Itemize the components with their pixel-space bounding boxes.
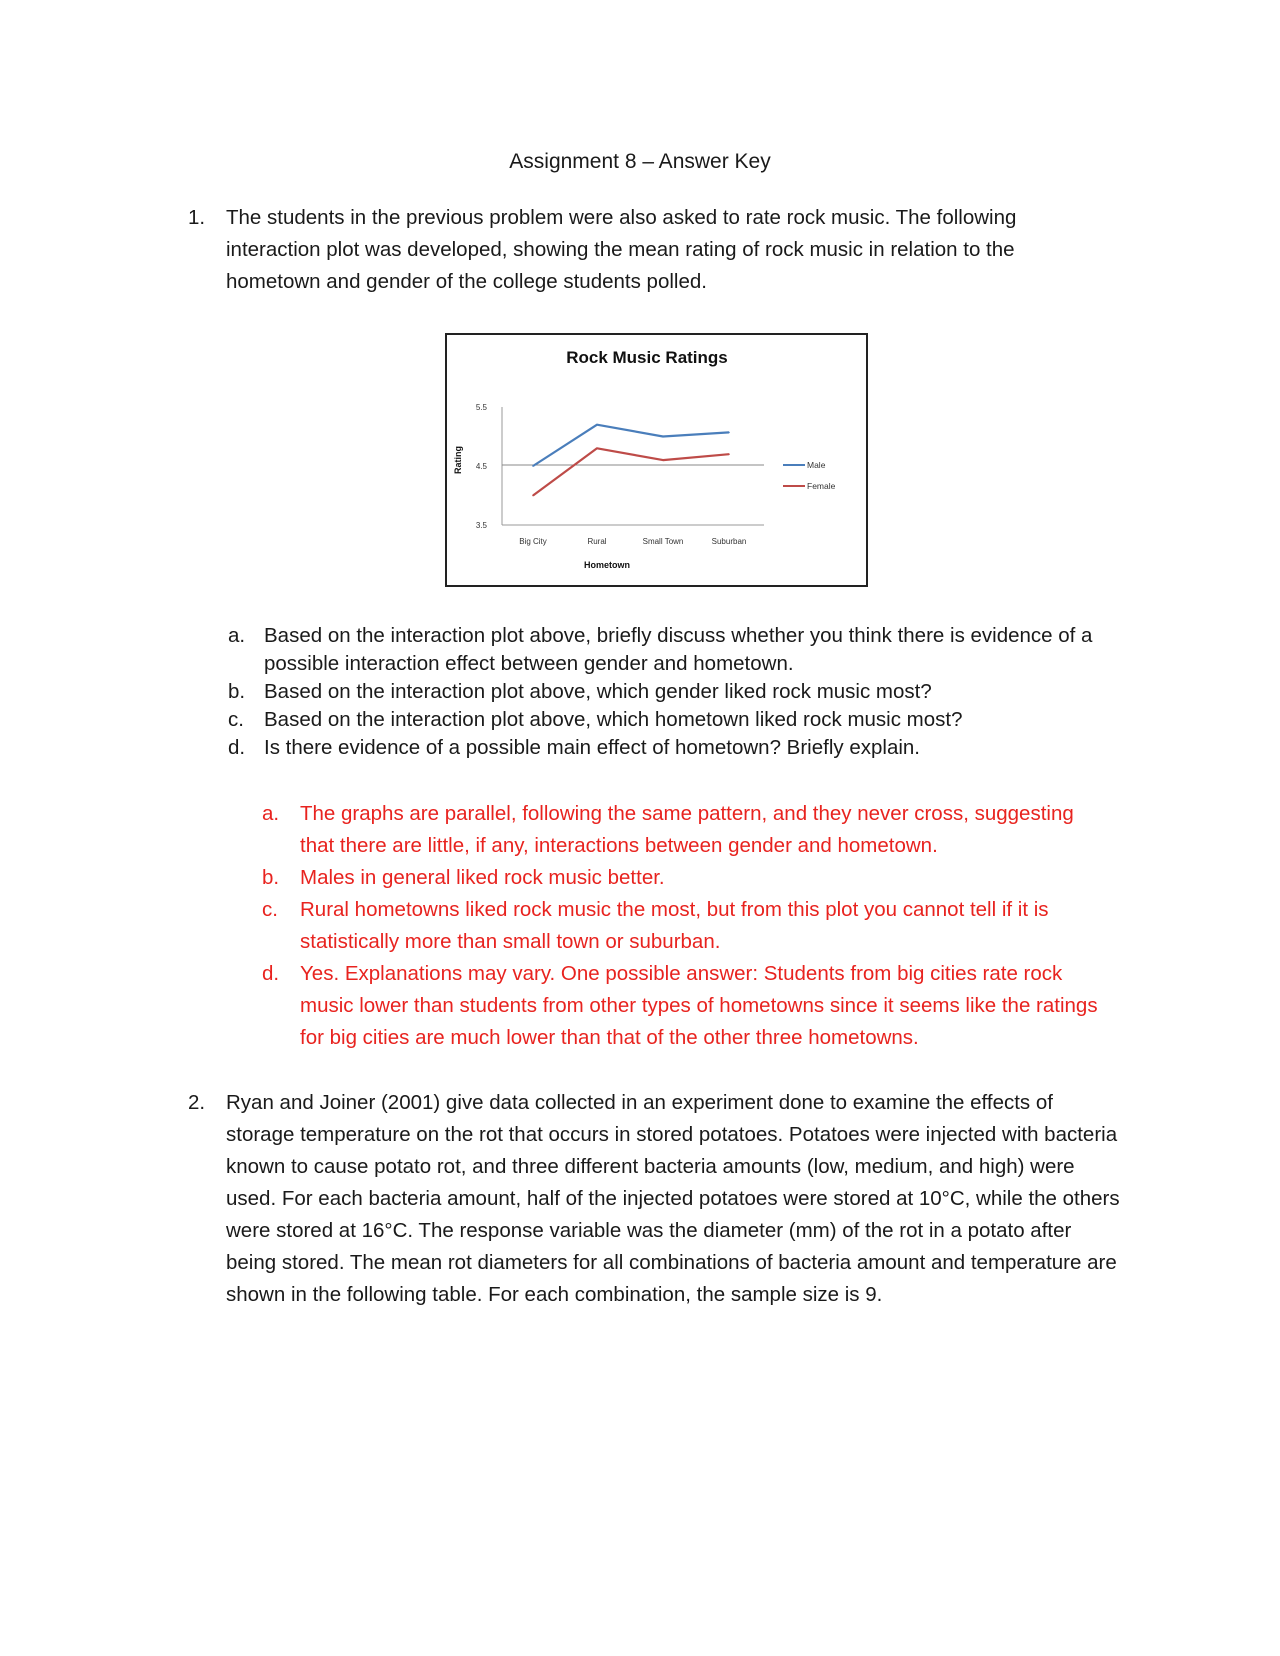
series-line-female xyxy=(533,448,729,495)
question-1-number: 1. xyxy=(188,206,206,229)
data-point-male xyxy=(728,432,730,434)
answer-a-text: The graphs are parallel, following the same pattern, and they never cross, suggesting that there are little, if any, interactions between gender and hometown. xyxy=(300,802,1074,857)
answer-a-label: a. xyxy=(262,802,280,825)
y-tick-label: 3.5 xyxy=(475,521,487,530)
answer-d-label: d. xyxy=(262,962,280,985)
answer-b-text: Males in general liked rock music better. xyxy=(300,866,665,889)
rock-music-chart xyxy=(445,333,868,587)
x-axis-label: Hometown xyxy=(584,560,630,570)
y-axis-label: Rating xyxy=(453,446,463,474)
question-a xyxy=(228,622,1128,678)
y-tick-label: 5.5 xyxy=(475,403,487,412)
data-point-female xyxy=(728,453,730,455)
chart-title: Rock Music Ratings xyxy=(566,348,728,367)
question-2-text: Ryan and Joiner (2001) give data collected in an experiment done to examine the effects of storage temperature on the rot that occurs in stored potatoes. Potatoes were injected with bacteria known to cause potato rot, and three different bacteria amounts (low, medium, and high) were used. For each bacteria amount, half of the injected potatoes were stored at 10°C, while the others were stored at 16°C. The response variable was the diameter (mm) of the rot in a potato after being stored. The mean rot diameters for all combinations of bacteria amount and temperature are shown in the following table. For each combination, the sample size is 9. xyxy=(226,1091,1120,1306)
question-b xyxy=(228,678,1128,706)
answer-c-label: c. xyxy=(262,898,278,921)
question-d xyxy=(228,734,1128,762)
answer-c xyxy=(262,894,1112,958)
question-c-text: Based on the interaction plot above, which hometown liked rock music most? xyxy=(264,708,963,731)
legend-label-male: Male xyxy=(807,460,826,470)
question-d-label: d. xyxy=(228,736,246,759)
answer-b-label: b. xyxy=(262,866,280,889)
data-point-male xyxy=(662,436,664,438)
question-list xyxy=(228,622,1128,762)
question-a-text: Based on the interaction plot above, briefly discuss whether you think there is evidence of a possible interaction effect between gender and hometown. xyxy=(264,624,1093,675)
legend-label-female: Female xyxy=(807,481,836,491)
question-b-label: b. xyxy=(228,680,246,703)
answer-d-text: Yes. Explanations may vary. One possible answer: Students from big cities rate rock music lower than students from other types of hometowns since it seems like the ratings for big cities are much lower than that of the other three hometowns. xyxy=(300,962,1098,1049)
x-tick-label: Suburban xyxy=(711,537,747,546)
data-point-female xyxy=(532,495,534,497)
answer-list xyxy=(262,798,1112,1054)
data-point-male xyxy=(532,465,534,467)
x-tick-label: Small Town xyxy=(642,537,684,546)
question-b-text: Based on the interaction plot above, which gender liked rock music most? xyxy=(264,680,932,703)
question-1-text: The students in the previous problem were also asked to rate rock music. The following interaction plot was developed, showing the mean rating of rock music in relation to the hometown and gender of the college students polled. xyxy=(226,206,1017,293)
data-point-female xyxy=(662,459,664,461)
answer-a xyxy=(262,798,1112,862)
answer-d xyxy=(262,958,1112,1054)
series-line-male xyxy=(533,425,729,466)
x-tick-label: Big City xyxy=(519,537,547,546)
answer-c-text: Rural hometowns liked rock music the most, but from this plot you cannot tell if it is statistically more than small town or suburban. xyxy=(300,898,1049,953)
data-point-female xyxy=(596,448,598,450)
question-a-label: a. xyxy=(228,624,246,647)
answer-b xyxy=(262,862,1112,894)
question-d-text: Is there evidence of a possible main effect of hometown? Briefly explain. xyxy=(264,736,920,759)
page-title: Assignment 8 – Answer Key xyxy=(509,150,771,173)
x-tick-label: Rural xyxy=(587,537,607,546)
chart-svg xyxy=(447,335,866,585)
question-c-label: c. xyxy=(228,708,244,731)
y-tick-label: 4.5 xyxy=(475,462,487,471)
question-c xyxy=(228,706,1128,734)
question-2-number: 2. xyxy=(188,1091,206,1114)
data-point-male xyxy=(596,424,598,426)
